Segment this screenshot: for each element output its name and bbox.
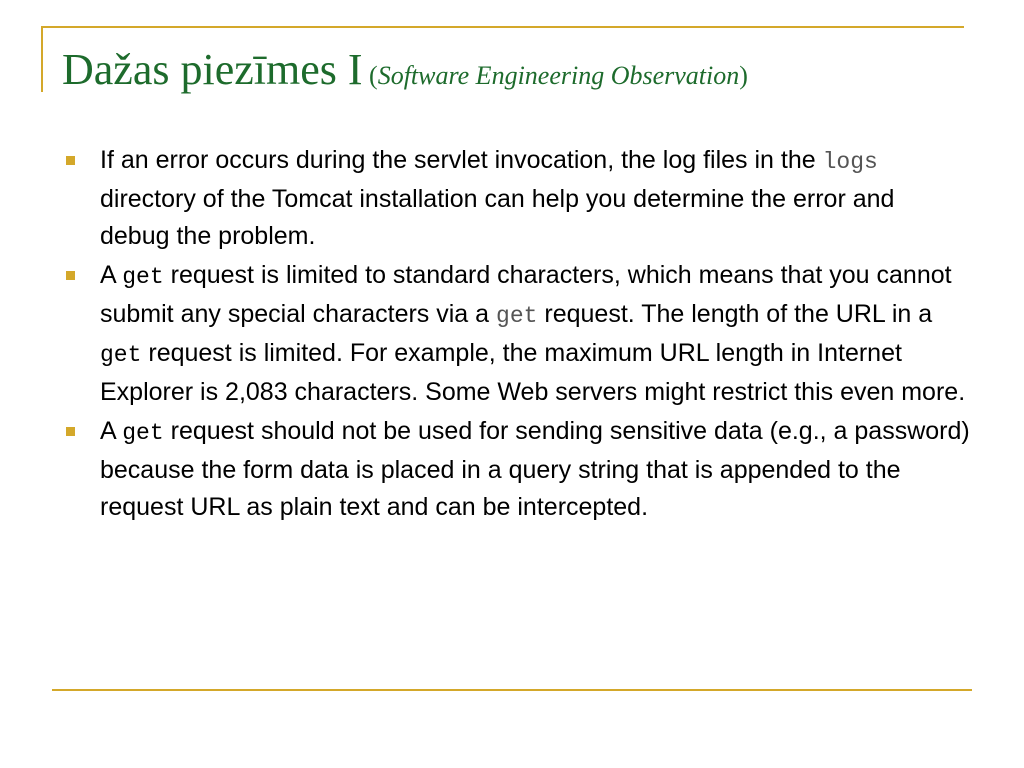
- bullet-item-2: A get request is limited to standard characters, which means that you cannot submit any special characters via a get request. The length of the URL in a get request is limited. For example, the maximum URL length in Internet Explorer is 2,083 characters. Some Web servers might restrict this even more.: [60, 257, 970, 411]
- frame-top-line: [41, 26, 964, 28]
- slide-title-main: Dažas piezīmes I: [62, 45, 363, 94]
- square-bullet-icon: [66, 427, 75, 436]
- code-get: get: [122, 420, 164, 446]
- slide-title-subtitle-italic: Software Engineering Observation: [377, 61, 740, 90]
- footer-line: [52, 689, 972, 691]
- code-get: get: [496, 303, 538, 329]
- slide-title: [62, 42, 748, 104]
- code-get: get: [122, 264, 164, 290]
- code-logs: logs: [822, 149, 878, 175]
- bullet-list: [60, 142, 970, 528]
- slide-title-subtitle: (Software Engineering Observation): [362, 61, 748, 90]
- square-bullet-icon: [66, 271, 75, 280]
- frame-left-line: [41, 26, 43, 92]
- square-bullet-icon: [66, 156, 75, 165]
- code-get: get: [100, 342, 142, 368]
- bullet-item-3: A get request should not be used for sending sensitive data (e.g., a password) because the form data is placed in a query string that is appended to the request URL as plain text and can be intercepted.: [60, 413, 970, 526]
- bullet-item-1: If an error occurs during the servlet invocation, the log files in the logs directory of the Tomcat installation can help you determine the error and debug the problem.: [60, 142, 970, 255]
